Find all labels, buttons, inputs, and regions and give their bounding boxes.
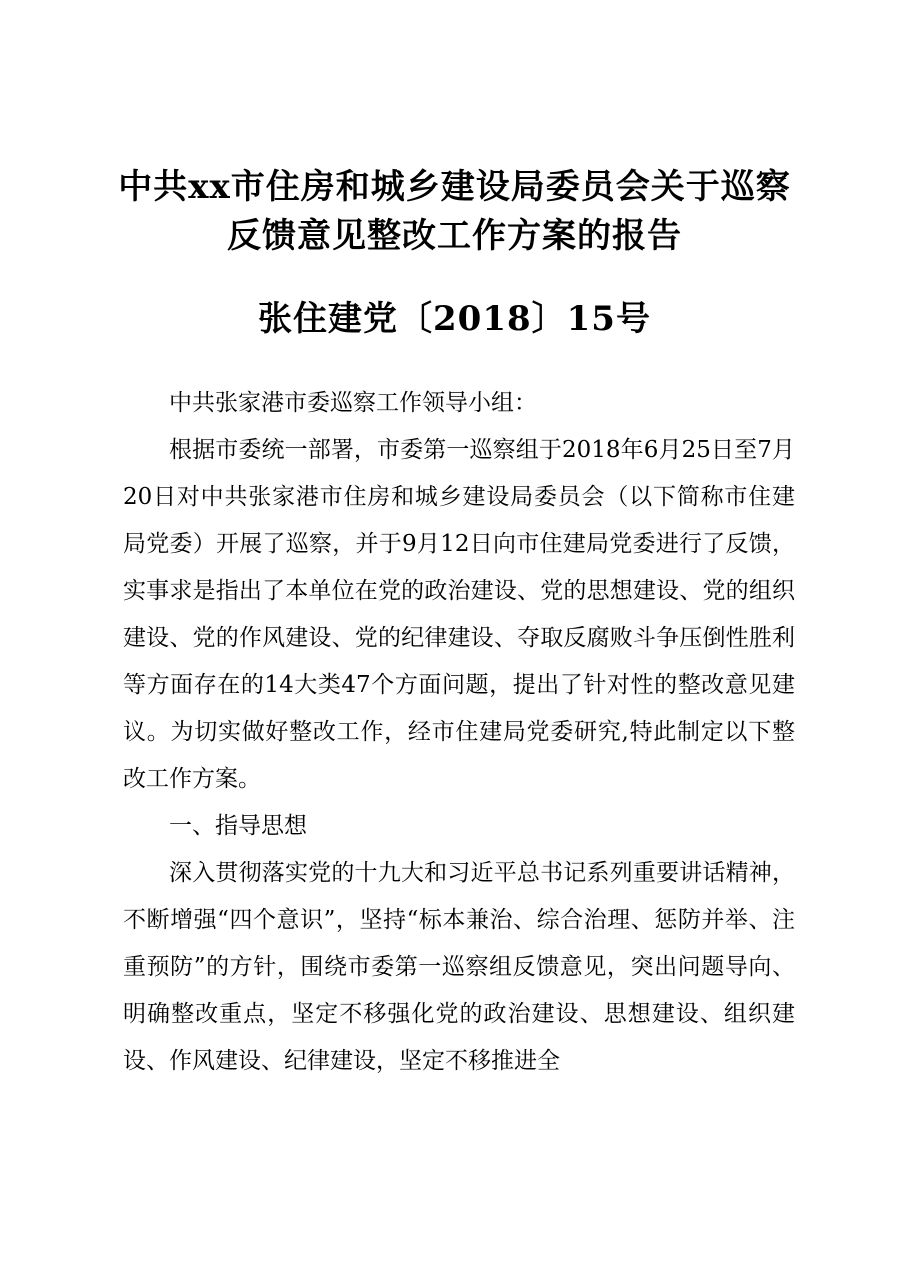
paragraph-intro: 根据市委统一部署，市委第一巡察组于2018年6月25日至7月20日对中共张家港市住房和城乡建设局委员会（以下简称市住建局党委）开展了巡察，并于9月12日向市住建局党委进行了反馈，实事求是指出了本单位在党的政治建设、党的思想建设、党的组织建设、党的作风建设、党的纪律建设、夺取反腐败斗争压倒性胜利等方面存在的14大类47个方面问题，提出了针对性的整改意见建议。为切实做好整改工作，经市住建局党委研究,特此制定以下整改工作方案。 <box>123 437 795 792</box>
document-title-line2: 反馈意见整改工作方案的报告 <box>227 216 682 256</box>
document-title-line1: 中共xx市住房和城乡建设局委员会关于巡察 <box>118 167 791 207</box>
document-body <box>123 380 795 1085</box>
section-heading-guiding-thought: 一、指导思想 <box>169 813 307 839</box>
addressee: 中共张家港市委巡察工作领导小组： <box>169 390 537 416</box>
paragraph-guiding-thought: 深入贯彻落实党的十九大和习近平总书记系列重要讲话精神，不断增强“四个意识”，坚持“标本兼治、综合治理、惩防并举、注重预防”的方针，围绕市委第一巡察组反馈意见，突出问题导向、明确整改重点，坚定不移强化党的政治建设、思想建设、组织建设、作风建设、纪律建设，坚定不移推进全 <box>123 860 795 1074</box>
document-number: 张住建党〔2018〕15号 <box>258 299 651 339</box>
